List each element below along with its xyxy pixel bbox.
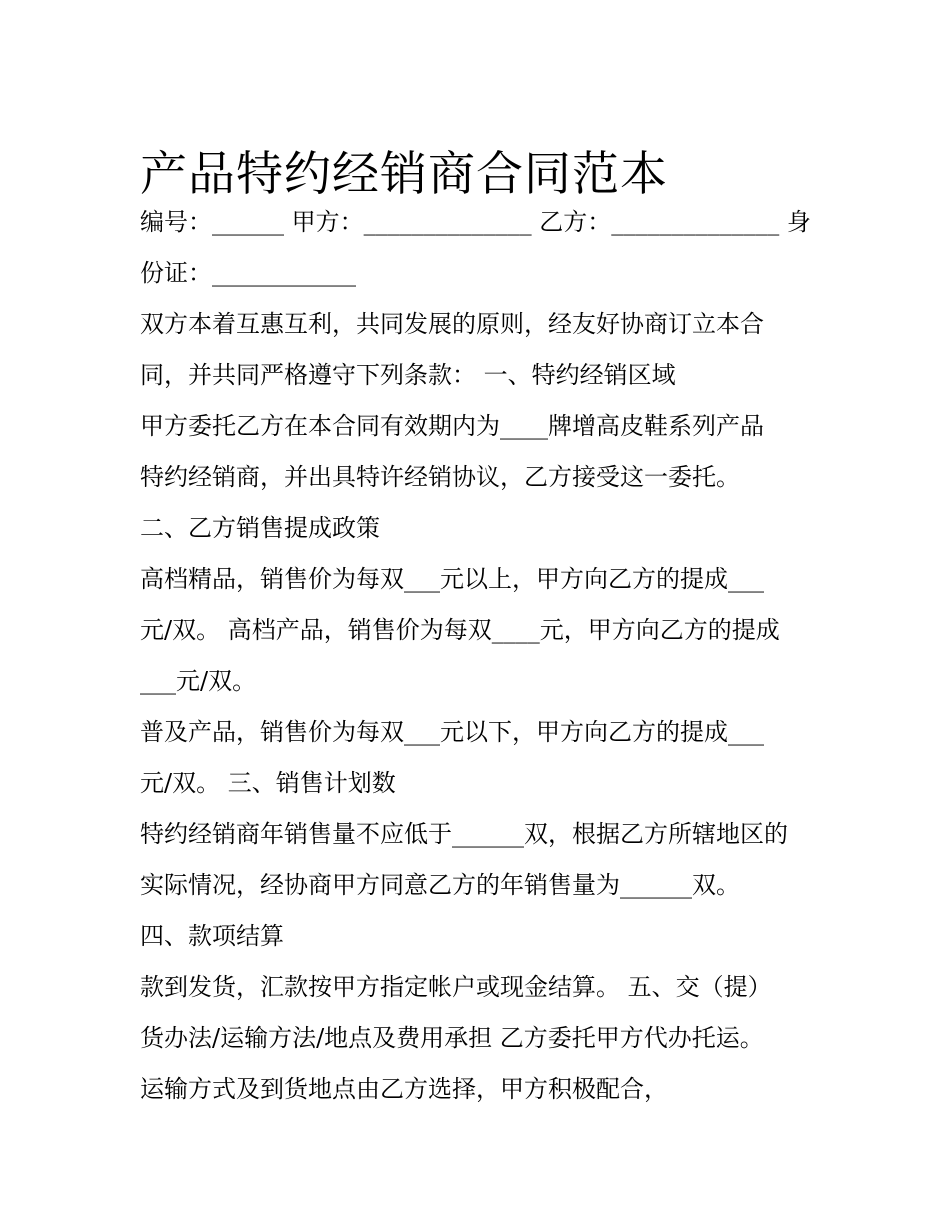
body-line-id-card: 份证：____________ xyxy=(140,259,356,287)
body-line-region-2: 特约经销商，并出具特许经销协议，乙方接受这一委托。 xyxy=(140,463,740,491)
body-line-sales-plan-heading: 元/双。 三、销售计划数 xyxy=(140,769,396,797)
body-line-preamble-1: 双方本着互惠互利，共同发展的原则，经友好协商订立本合 xyxy=(140,310,764,338)
body-line-contract-number-parties: 编号：______ 甲方：______________ 乙方：______________ 身 xyxy=(140,208,811,236)
section-heading-settlement: 四、款项结算 xyxy=(140,922,284,950)
body-line-sales-plan-1: 特约经销商年销售量不应低于______双，根据乙方所辖地区的 xyxy=(140,820,788,848)
body-line-sales-plan-2: 实际情况，经协商甲方同意乙方的年销售量为______双。 xyxy=(140,871,740,899)
body-line-commission-3: ___元/双。 xyxy=(140,667,257,695)
body-line-preamble-2: 同，并共同严格遵守下列条款： 一、特约经销区域 xyxy=(140,361,676,389)
body-line-delivery-2: 运输方式及到货地点由乙方选择，甲方积极配合， xyxy=(140,1075,668,1103)
body-line-region-1: 甲方委托乙方在本合同有效期内为____牌增高皮鞋系列产品 xyxy=(140,412,764,440)
section-heading-commission: 二、乙方销售提成政策 xyxy=(140,514,380,542)
document-title: 产品特约经销商合同范本 xyxy=(140,147,668,203)
body-line-settlement: 款到发货，汇款按甲方指定帐户或现金结算。 五、交（提） xyxy=(140,973,772,1001)
body-line-commission-4: 普及产品，销售价为每双___元以下，甲方向乙方的提成___ xyxy=(140,718,764,746)
body-line-commission-1: 高档精品，销售价为每双___元以上，甲方向乙方的提成___ xyxy=(140,565,764,593)
body-line-commission-2: 元/双。 高档产品，销售价为每双____元，甲方向乙方的提成 xyxy=(140,616,780,644)
body-line-delivery-1: 货办法/运输方法/地点及费用承担 乙方委托甲方代办托运。 xyxy=(140,1024,764,1052)
